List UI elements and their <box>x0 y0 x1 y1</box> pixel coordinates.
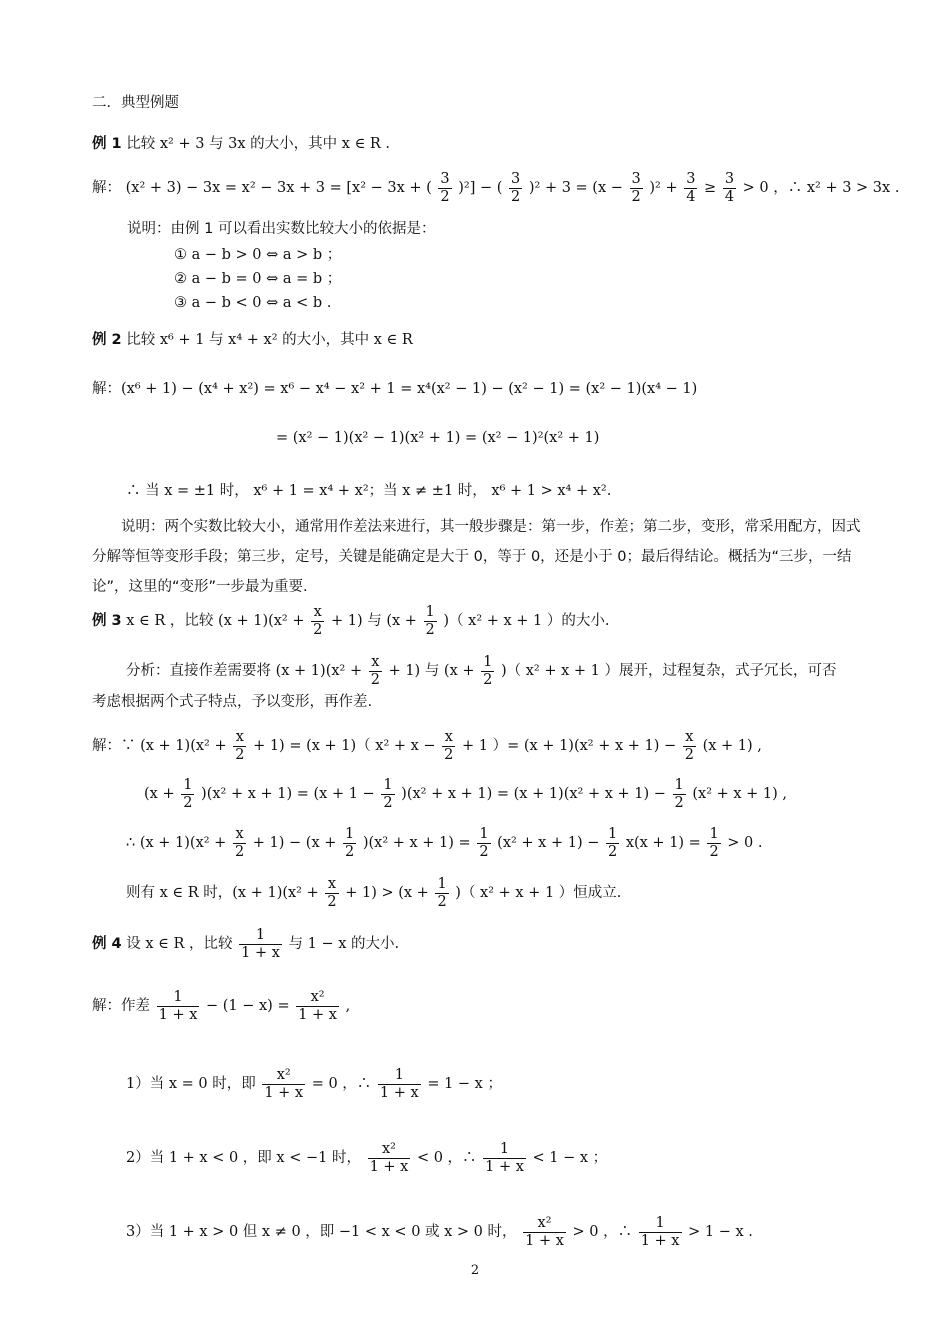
example-2-solution-line-2: = (x² − 1)(x² − 1)(x² + 1) = (x² − 1)²(x² + 1) <box>276 430 600 446</box>
math-text: 3）当 1 + x > 0 但 x ≠ 0 ，即 −1 < x < 0 或 x > 0 时， <box>126 1224 517 1240</box>
math-text: (x² + 3) − 3x = x² − 3x + 3 = [x² − 3x + ( <box>125 180 432 196</box>
numerator: 1 <box>479 826 489 842</box>
numerator: 3 <box>440 171 450 187</box>
denominator: 1 + x <box>525 1232 564 1249</box>
example-label: 例 2 <box>92 332 122 348</box>
math-text: x(x + 1) = <box>625 835 701 851</box>
denominator: 2 <box>684 746 694 763</box>
statement-text: 比较 x⁶ + 1 与 x⁴ + x² 的大小，其中 x ∈ R <box>126 332 413 348</box>
math-text: , <box>345 998 351 1014</box>
math-text: 分析：直接作差需要将 (x + 1)(x² + <box>126 663 363 679</box>
fraction <box>369 655 382 687</box>
numerator: 1 <box>425 604 435 620</box>
fraction <box>606 827 619 859</box>
numerator: 3 <box>631 171 641 187</box>
fraction <box>343 827 356 859</box>
math-text: 与 1 − x 的大小. <box>288 936 400 952</box>
statement-text: 比较 x² + 3 与 3x 的大小，其中 x ∈ R . <box>126 136 391 152</box>
denominator: 1 + x <box>485 1158 524 1175</box>
solution-prefix: 解： <box>92 180 121 196</box>
fraction <box>477 827 490 859</box>
math-text: > 0 . <box>727 835 763 851</box>
math-text: + 1 ）= (x + 1)(x² + x + 1) − <box>462 738 677 754</box>
math-text: (x + 1) , <box>702 738 762 754</box>
fraction <box>424 605 437 637</box>
fraction <box>442 730 455 762</box>
math-text: )²] − ( <box>458 180 503 196</box>
numerator: x <box>311 605 324 622</box>
example-4-statement <box>92 928 399 960</box>
math-text: (x + <box>144 786 175 802</box>
denominator: 1 + x <box>241 944 280 961</box>
example-4-case-3 <box>126 1216 753 1248</box>
denominator: 2 <box>370 671 380 688</box>
denominator: 2 <box>183 794 193 811</box>
denominator: 2 <box>674 794 684 811</box>
fraction <box>262 1068 305 1100</box>
fraction <box>233 827 246 859</box>
math-text: ∴ (x + 1)(x² + <box>126 835 227 851</box>
denominator: 1 + x <box>640 1232 680 1249</box>
denominator: 2 <box>345 843 355 860</box>
denominator: 2 <box>479 843 489 860</box>
fraction <box>325 877 338 909</box>
numerator: x <box>369 655 382 672</box>
example-3-solution-line-2 <box>144 778 787 810</box>
math-text: x ∈ R ，比较 (x + 1)(x² + <box>126 613 305 629</box>
numerator: x² <box>296 990 339 1007</box>
math-text: 2）当 1 + x < 0 ，即 x < −1 时， <box>126 1150 361 1166</box>
example-3-analysis <box>126 655 836 687</box>
denominator: 2 <box>444 746 454 763</box>
math-text: )（ x² + x + 1 ）恒成立. <box>455 885 622 901</box>
math-text: )（ x² + x + 1 ）展开，过程复杂，式子冗长，可否 <box>500 663 837 679</box>
example-3-analysis-cont: 考虑根据两个式子特点，予以变形，再作差. <box>92 694 373 710</box>
numerator: 1 <box>607 826 618 842</box>
example-2-note <box>92 512 862 602</box>
rule-2: ② a − b = 0 ⇔ a = b ； <box>174 271 342 287</box>
numerator: x² <box>368 1142 411 1159</box>
denominator: 2 <box>383 794 393 811</box>
example-1-note: 说明：由例 1 可以看出实数比较大小的依据是： <box>127 221 436 237</box>
fraction <box>311 605 324 637</box>
numerator: x <box>683 730 696 747</box>
denominator: 2 <box>607 843 618 860</box>
math-text: 设 x ∈ R ，比较 <box>126 936 233 952</box>
denominator: 2 <box>234 843 245 860</box>
fraction <box>381 778 394 810</box>
math-text: < 1 − x ； <box>532 1150 608 1166</box>
fraction <box>639 1216 682 1248</box>
example-3-statement <box>92 605 610 637</box>
math-text: 解：作差 <box>92 998 150 1014</box>
fraction <box>673 778 686 810</box>
page-number: 2 <box>470 1263 480 1278</box>
numerator: 1 <box>239 928 282 945</box>
denominator: 2 <box>235 746 245 763</box>
fraction <box>723 172 736 204</box>
numerator: 3 <box>724 171 735 187</box>
example-1-statement <box>92 137 390 152</box>
numerator: 3 <box>686 171 696 187</box>
fraction <box>483 1142 526 1174</box>
denominator: 1 + x <box>379 1084 419 1101</box>
denominator: 2 <box>437 893 447 910</box>
denominator: 1 + x <box>264 1084 304 1101</box>
math-text: ≥ <box>704 180 717 196</box>
numerator: x² <box>523 1216 566 1233</box>
numerator: 3 <box>511 171 521 187</box>
numerator: 1 <box>157 990 200 1007</box>
numerator: x <box>233 730 246 747</box>
note-paragraph: 说明：两个实数比较大小，通常用作差法来进行，其一般步骤是：第一步，作差；第二步，变形，常采用配方，因式分解等恒等变形手段；第三步，定号，关键是能确定是大于 0，等于 0，还是小于 0；最后得结论。概括为“三步，一结论”，这里的“变形”一步最为重要. <box>92 519 861 595</box>
denominator: 1 + x <box>369 1158 409 1175</box>
fraction <box>509 172 522 204</box>
denominator: 2 <box>709 843 719 860</box>
example-2-solution-line-1: 解：(x⁶ + 1) − (x⁴ + x²) = x⁶ − x⁴ − x² + 1 = x⁴(x² − 1) − (x² − 1) = (x² − 1)(x⁴ − 1) <box>92 381 698 397</box>
numerator: 1 <box>437 876 447 892</box>
math-text: < 0 ，∴ <box>416 1150 477 1166</box>
section-title: 二．典型例题 <box>92 95 179 111</box>
example-2-conclusion: ∴ 当 x = ±1 时， x⁶ + 1 = x⁴ + x²；当 x ≠ ±1 时， x⁶ + 1 > x⁴ + x². <box>126 483 612 499</box>
example-1-solution <box>92 172 899 204</box>
numerator: 1 <box>709 826 719 842</box>
numerator: 1 <box>674 777 684 793</box>
example-3-solution-line-1 <box>92 730 762 762</box>
math-text: + 1) 与 (x + <box>388 663 475 679</box>
math-text: (x² + x + 1) , <box>692 786 788 802</box>
example-2-statement <box>92 333 413 348</box>
math-text: )（ x² + x + 1 ）的大小. <box>443 613 610 629</box>
fraction <box>296 990 339 1022</box>
example-label: 例 3 <box>92 613 122 629</box>
numerator: 1 <box>383 777 393 793</box>
math-text: 解：∵ (x + 1)(x² + <box>92 738 227 754</box>
numerator: 1 <box>483 1142 526 1159</box>
fraction <box>239 928 282 960</box>
denominator: 2 <box>440 188 450 205</box>
denominator: 2 <box>483 671 493 688</box>
example-4-case-1 <box>126 1068 502 1100</box>
numerator: x² <box>262 1068 305 1085</box>
numerator: x <box>325 877 338 894</box>
denominator: 2 <box>327 893 337 910</box>
math-text: 则有 x ∈ R 时，(x + 1)(x² + <box>126 885 319 901</box>
denominator: 2 <box>631 188 641 205</box>
math-text: + 1) = (x + 1)（ x² + x − <box>253 738 436 754</box>
math-text: > 0 ，∴ x² + 3 > 3x . <box>742 180 900 196</box>
fraction <box>684 172 697 204</box>
fraction <box>481 655 494 687</box>
math-text: 1）当 x = 0 时，即 <box>126 1076 256 1092</box>
rule-3: ③ a − b < 0 ⇔ a < b . <box>174 295 332 311</box>
fraction <box>233 730 246 762</box>
fraction <box>368 1142 411 1174</box>
numerator: 1 <box>378 1068 421 1085</box>
denominator: 2 <box>511 188 521 205</box>
math-text: − (1 − x) = <box>206 998 290 1014</box>
example-4-solution <box>92 990 350 1022</box>
fraction <box>378 1068 421 1100</box>
fraction <box>707 827 720 859</box>
denominator: 2 <box>425 621 435 638</box>
fraction <box>435 877 448 909</box>
numerator: x <box>442 730 455 747</box>
numerator: 1 <box>183 777 193 793</box>
math-text: + 1) > (x + <box>345 885 429 901</box>
numerator: 1 <box>483 654 493 670</box>
math-text: > 0 ，∴ <box>572 1224 633 1240</box>
fraction <box>630 172 643 204</box>
fraction <box>181 778 194 810</box>
denominator: 1 + x <box>158 1006 198 1023</box>
rule-1: ① a − b > 0 ⇔ a > b ； <box>174 247 342 263</box>
fraction <box>157 990 200 1022</box>
math-text: (x² + x + 1) − <box>497 835 600 851</box>
math-text: = 0 ，∴ <box>311 1076 372 1092</box>
example-3-solution-line-3 <box>126 827 763 859</box>
math-text: )² + 3 = (x − <box>528 180 623 196</box>
numerator: 1 <box>639 1216 682 1233</box>
math-text: )² + <box>649 180 678 196</box>
example-label: 例 4 <box>92 936 122 952</box>
fraction <box>523 1216 566 1248</box>
example-label: 例 1 <box>92 136 122 152</box>
math-text: + 1) 与 (x + <box>330 613 417 629</box>
fraction <box>683 730 696 762</box>
denominator: 4 <box>686 188 696 205</box>
math-text: )(x² + x + 1) = (x + 1 − <box>201 786 375 802</box>
example-3-conclusion <box>126 877 621 909</box>
denominator: 1 + x <box>298 1006 337 1023</box>
math-text: > 1 − x . <box>688 1224 753 1240</box>
math-text: )(x² + x + 1) = <box>362 835 471 851</box>
math-text: = 1 − x ； <box>427 1076 502 1092</box>
denominator: 4 <box>724 188 735 205</box>
math-text: + 1) − (x + <box>252 835 337 851</box>
fraction <box>438 172 451 204</box>
example-4-case-2 <box>126 1142 607 1174</box>
numerator: 1 <box>345 826 355 842</box>
math-text: )(x² + x + 1) = (x + 1)(x² + x + 1) − <box>401 786 666 802</box>
denominator: 2 <box>313 621 323 638</box>
numerator: x <box>233 827 246 844</box>
